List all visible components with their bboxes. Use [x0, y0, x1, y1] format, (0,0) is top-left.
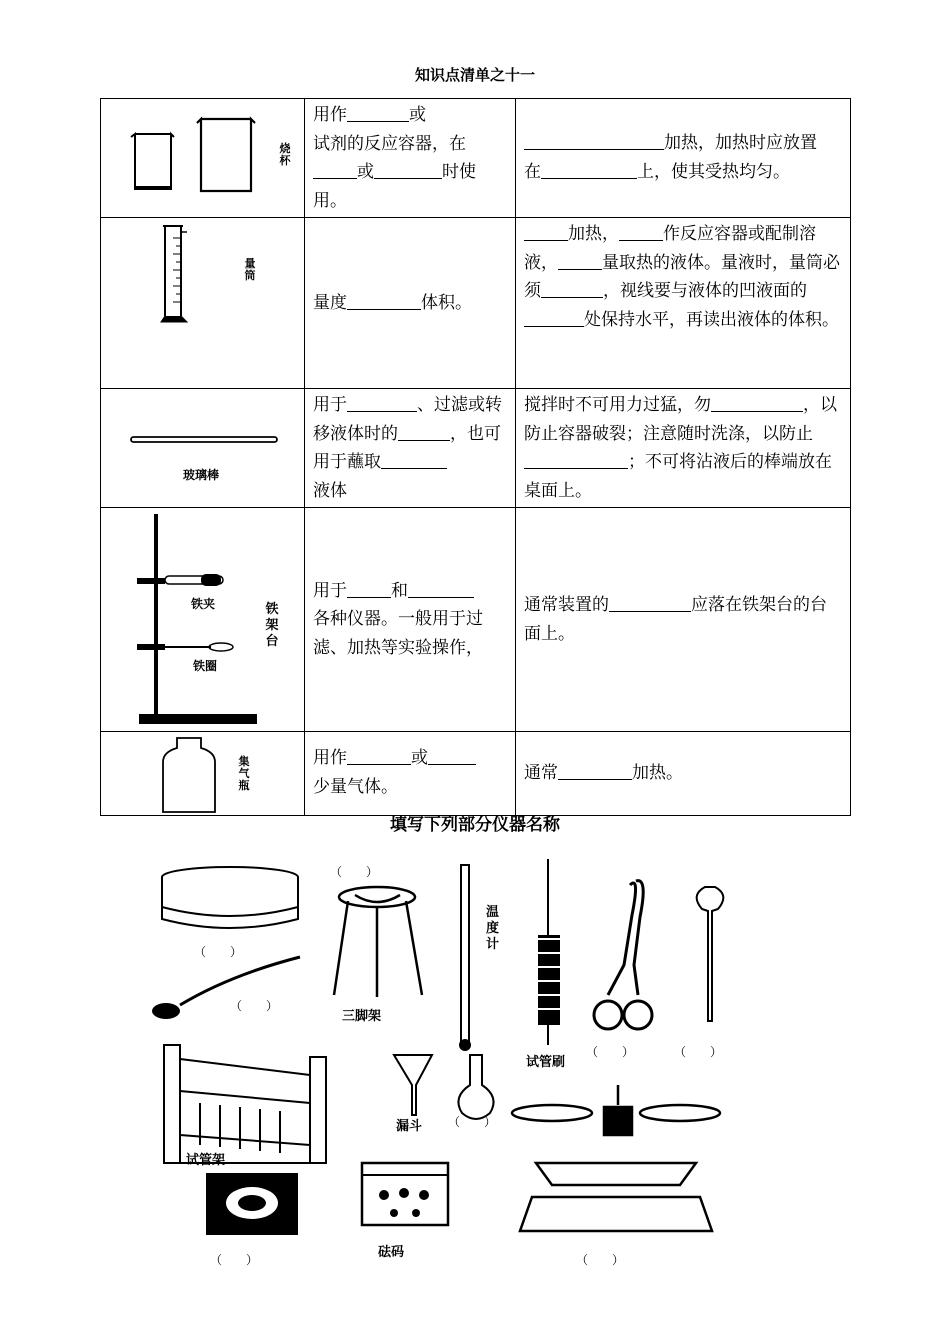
beaker-note: 加热，加热时应放置 在 上，使其受热均匀。 [516, 99, 851, 218]
balance-icon [512, 1085, 720, 1231]
stand-note: 通常装置的 应落在铁架台的台面上。 [516, 508, 851, 732]
gas-jar-icon [101, 732, 305, 814]
test-tube-brush-icon [536, 859, 562, 1045]
rod-label: 玻璃棒 [183, 468, 220, 482]
test-tube-rack-icon [164, 1045, 326, 1163]
blank-spoon: （ ） [230, 999, 279, 1013]
page-title: 知识点清单之十一 [414, 66, 535, 84]
rod-use: 用于 、过滤或转移液体时的 ，也可用于蘸取 液体 [305, 389, 516, 508]
table-row [101, 732, 851, 816]
blank-asbestos: （ ） [210, 1253, 259, 1267]
iron-clamp-label: 铁夹 [191, 597, 216, 611]
thermometer-icon [460, 865, 470, 1050]
stand-use: 用于 和 各种仪器。一般用于过滤、加热等实验操作， [305, 508, 516, 732]
blank-dish-top: （ ） [330, 865, 379, 879]
graduated-cylinder-icon [101, 218, 305, 388]
weights-label: 砝码 [378, 1245, 405, 1260]
evaporating-dish-icon [162, 867, 298, 928]
table-row [101, 389, 851, 508]
rack-label: 试管架 [186, 1153, 226, 1168]
blank-dropper: （ ） [674, 1045, 723, 1059]
table-row [101, 508, 851, 732]
stand-cell [101, 508, 305, 732]
instrument-drawings [140, 845, 760, 1285]
table-row [101, 218, 851, 389]
asbestos-net-icon [206, 1173, 298, 1235]
stand-label: 铁架台 [265, 602, 279, 649]
cylinder-cell [101, 218, 305, 389]
instrument-table [100, 98, 851, 816]
tripod-label: 三脚架 [342, 1009, 382, 1024]
jar-use: 用作 或 少量气体。 [305, 732, 516, 816]
jar-label: 集气瓶 [238, 755, 250, 792]
crucible-tongs-icon [594, 881, 652, 1029]
cylinder-note: 加热， 作反应容器或配制溶液， 量取热的液体。量液时，量筒必须 ，视线要与液体的凹液面的 处保持水平，再读出液体的体积。 [516, 218, 851, 389]
blank-balance: （ ） [576, 1253, 625, 1267]
blank-tongs: （ ） [586, 1045, 635, 1059]
beaker-use: 用作 或 试剂的反应容器，在 或 时使用。 [305, 99, 516, 218]
rod-note: 搅拌时不可用力过猛，勿 ，以防止容器破裂；注意随时洗涤，以防止；不可将沾液后的棒端放在桌面上。 [516, 389, 851, 508]
beaker-cell [101, 99, 305, 218]
jar-note: 通常 加热。 [516, 732, 851, 816]
blank-flask: （ ） [448, 1115, 497, 1129]
beaker-icon [101, 99, 305, 211]
dropper-icon [697, 887, 724, 1021]
rod-cell [101, 389, 305, 508]
weight-box-icon [362, 1163, 448, 1225]
cylinder-label: 量筒 [244, 257, 256, 282]
funnel-label: 漏斗 [396, 1119, 423, 1134]
thermometer-label: 温度计 [486, 905, 500, 952]
figure-title: 填写下列部分仪器名称 [390, 815, 560, 835]
blank-dish: （ ） [194, 945, 243, 959]
beaker-label: 烧杯 [279, 142, 291, 167]
iron-ring-label: 铁圈 [193, 659, 218, 673]
flask-icon [458, 1055, 493, 1119]
table-row [101, 99, 851, 218]
instrument-figure [140, 845, 760, 1285]
cylinder-use: 量度 体积。 [305, 218, 516, 389]
tripod-icon [334, 887, 422, 997]
jar-cell [101, 732, 305, 816]
funnel-icon [394, 1055, 432, 1115]
brush-label: 试管刷 [526, 1055, 566, 1070]
